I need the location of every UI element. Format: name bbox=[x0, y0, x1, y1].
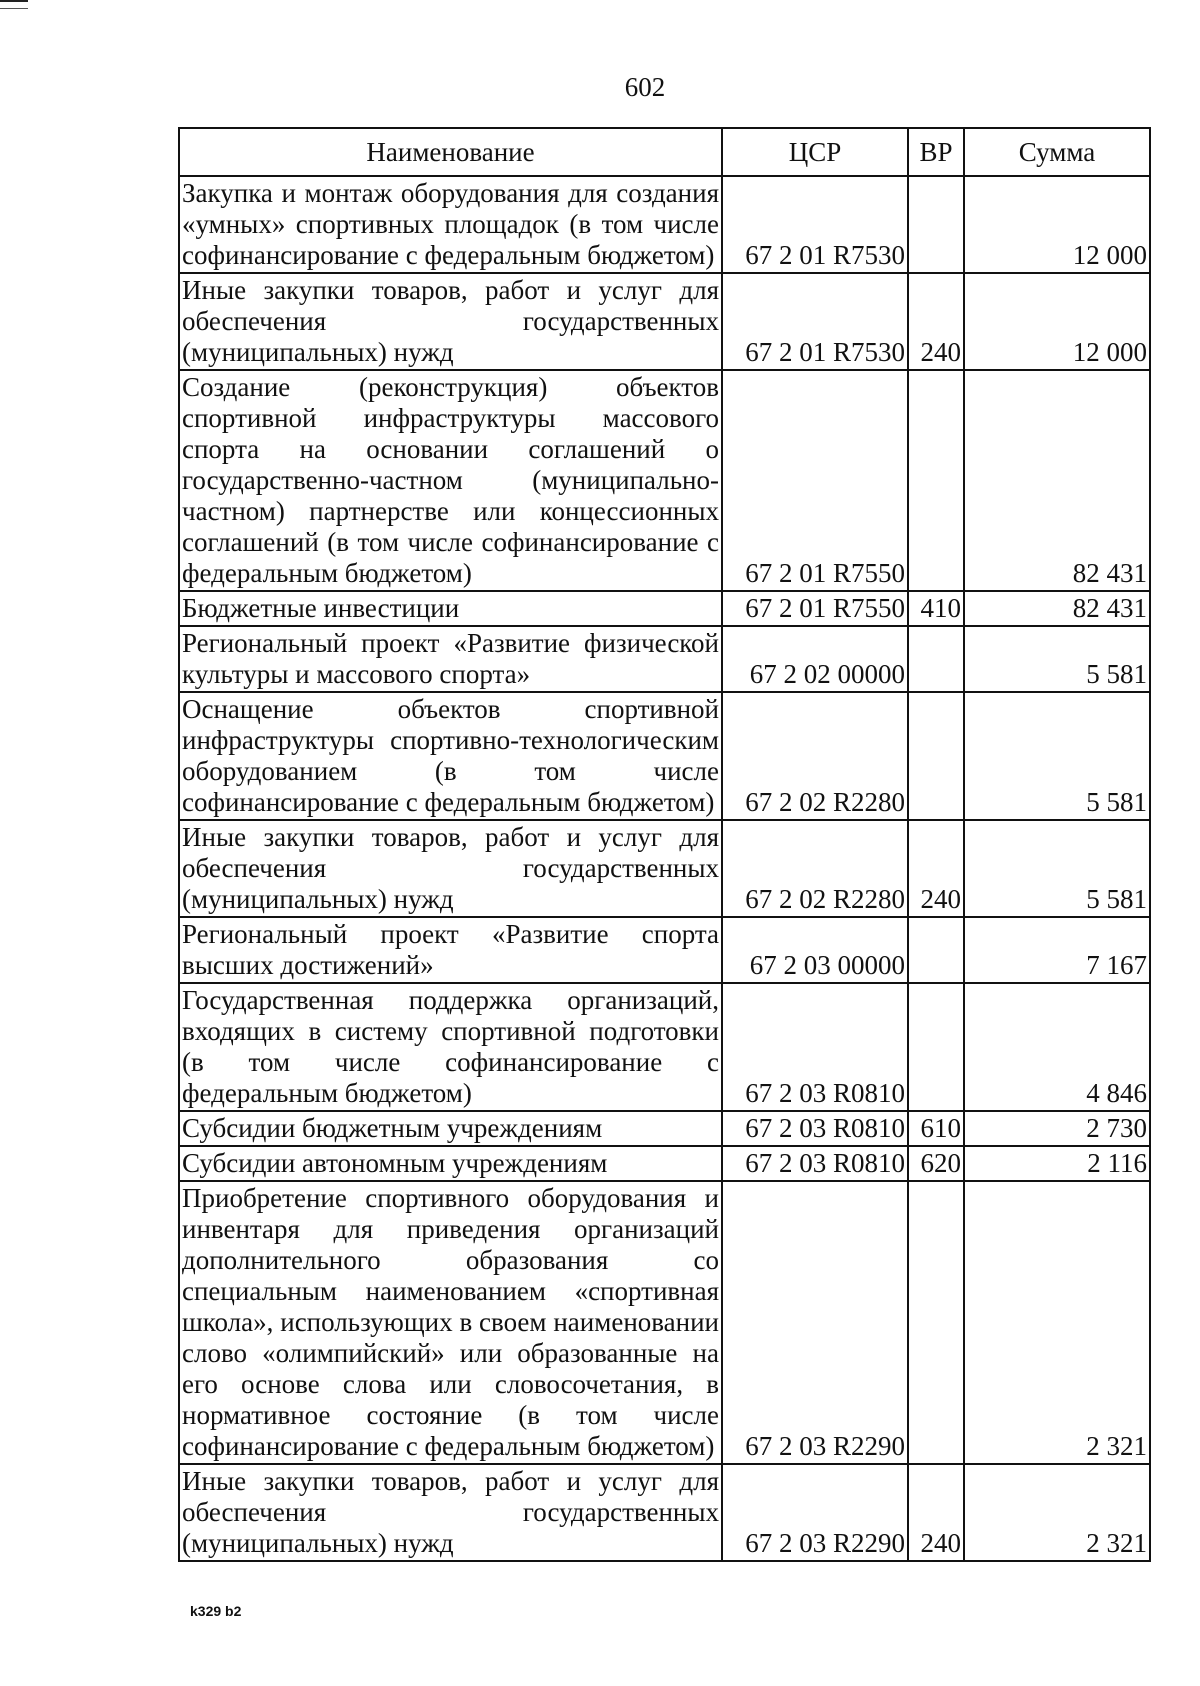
row-vr bbox=[908, 983, 964, 1111]
row-vr bbox=[908, 1181, 964, 1464]
scan-edge-mark bbox=[0, 0, 28, 9]
row-name: Региональный проект «Развитие физической культуры и массового спорта» bbox=[179, 626, 722, 692]
row-name: Иные закупки товаров, работ и услуг для обеспечения государственных (муниципальных) нужд bbox=[179, 820, 722, 917]
row-csr: 67 2 01 R7550 bbox=[722, 591, 908, 626]
row-name: Создание (реконструкция) объектов спортивной инфраструктуры массового спорта на основании соглашений о государственно-частном (муниципально-частном) партнерстве или концессионных соглашений (в том числе софинансирование с федеральным бюджетом) bbox=[179, 370, 722, 591]
header-vr: ВР bbox=[908, 128, 964, 176]
row-csr: 67 2 03 R0810 bbox=[722, 1146, 908, 1181]
row-csr: 67 2 03 R2290 bbox=[722, 1181, 908, 1464]
row-csr: 67 2 03 R2290 bbox=[722, 1464, 908, 1561]
row-csr: 67 2 01 R7530 bbox=[722, 273, 908, 370]
row-csr: 67 2 02 R2280 bbox=[722, 820, 908, 917]
row-name: Субсидии автономным учреждениям bbox=[179, 1146, 722, 1181]
row-csr: 67 2 01 R7530 bbox=[722, 176, 908, 273]
row-name: Оснащение объектов спортивной инфраструктуры спортивно-технологическим оборудованием (в том числе софинансирование с федеральным бюджетом) bbox=[179, 692, 722, 820]
row-name: Приобретение спортивного оборудования и инвентаря для приведения организаций дополнительного образования со специальным наименованием «спортивная школа», использующих в своем наименовании слово «олимпийский» или образованные на его основе слова или словосочетания, в нормативное состояние (в том числе софинансирование с федеральным бюджетом) bbox=[179, 1181, 722, 1464]
row-vr: 610 bbox=[908, 1111, 964, 1146]
row-vr: 620 bbox=[908, 1146, 964, 1181]
table-row bbox=[179, 370, 1150, 591]
page-number: 602 bbox=[624, 72, 666, 102]
table-row bbox=[179, 626, 1150, 692]
row-sum: 7 167 bbox=[964, 917, 1150, 983]
table-row bbox=[179, 983, 1150, 1111]
row-vr: 410 bbox=[908, 591, 964, 626]
row-vr: 240 bbox=[908, 820, 964, 917]
table-row bbox=[179, 692, 1150, 820]
budget-table bbox=[178, 127, 1151, 1562]
row-sum: 5 581 bbox=[964, 692, 1150, 820]
row-csr: 67 2 03 R0810 bbox=[722, 983, 908, 1111]
table-row bbox=[179, 591, 1150, 626]
row-csr: 67 2 03 R0810 bbox=[722, 1111, 908, 1146]
row-sum: 5 581 bbox=[964, 820, 1150, 917]
row-csr: 67 2 02 R2280 bbox=[722, 692, 908, 820]
table-row bbox=[179, 1146, 1150, 1181]
row-vr bbox=[908, 692, 964, 820]
footer-code: k329 b2 bbox=[190, 1603, 242, 1619]
row-name: Государственная поддержка организаций, входящих в систему спортивной подготовки (в том числе софинансирование с федеральным бюджетом) bbox=[179, 983, 722, 1111]
header-csr: ЦСР bbox=[722, 128, 908, 176]
row-sum: 12 000 bbox=[964, 273, 1150, 370]
table-row bbox=[179, 176, 1150, 273]
row-sum: 5 581 bbox=[964, 626, 1150, 692]
row-sum: 12 000 bbox=[964, 176, 1150, 273]
row-vr bbox=[908, 176, 964, 273]
row-csr: 67 2 01 R7550 bbox=[722, 370, 908, 591]
row-sum: 2 730 bbox=[964, 1111, 1150, 1146]
header-sum: Сумма bbox=[964, 128, 1150, 176]
row-sum: 82 431 bbox=[964, 591, 1150, 626]
row-name: Иные закупки товаров, работ и услуг для обеспечения государственных (муниципальных) нужд bbox=[179, 1464, 722, 1561]
row-sum: 2 116 bbox=[964, 1146, 1150, 1181]
row-vr bbox=[908, 370, 964, 591]
table-row bbox=[179, 820, 1150, 917]
row-name: Иные закупки товаров, работ и услуг для обеспечения государственных (муниципальных) нужд bbox=[179, 273, 722, 370]
row-vr: 240 bbox=[908, 273, 964, 370]
table-header-row bbox=[179, 128, 1150, 176]
row-name: Закупка и монтаж оборудования для создания «умных» спортивных площадок (в том числе софинансирование с федеральным бюджетом) bbox=[179, 176, 722, 273]
row-vr: 240 bbox=[908, 1464, 964, 1561]
row-vr bbox=[908, 626, 964, 692]
row-name: Субсидии бюджетным учреждениям bbox=[179, 1111, 722, 1146]
table-row bbox=[179, 1181, 1150, 1464]
row-csr: 67 2 02 00000 bbox=[722, 626, 908, 692]
row-sum: 2 321 bbox=[964, 1181, 1150, 1464]
table-row bbox=[179, 1464, 1150, 1561]
row-sum: 4 846 bbox=[964, 983, 1150, 1111]
row-name: Региональный проект «Развитие спорта высших достижений» bbox=[179, 917, 722, 983]
table-row bbox=[179, 917, 1150, 983]
table-row bbox=[179, 1111, 1150, 1146]
row-csr: 67 2 03 00000 bbox=[722, 917, 908, 983]
row-name: Бюджетные инвестиции bbox=[179, 591, 722, 626]
row-sum: 2 321 bbox=[964, 1464, 1150, 1561]
table-row bbox=[179, 273, 1150, 370]
header-name: Наименование bbox=[179, 128, 722, 176]
row-sum: 82 431 bbox=[964, 370, 1150, 591]
row-vr bbox=[908, 917, 964, 983]
